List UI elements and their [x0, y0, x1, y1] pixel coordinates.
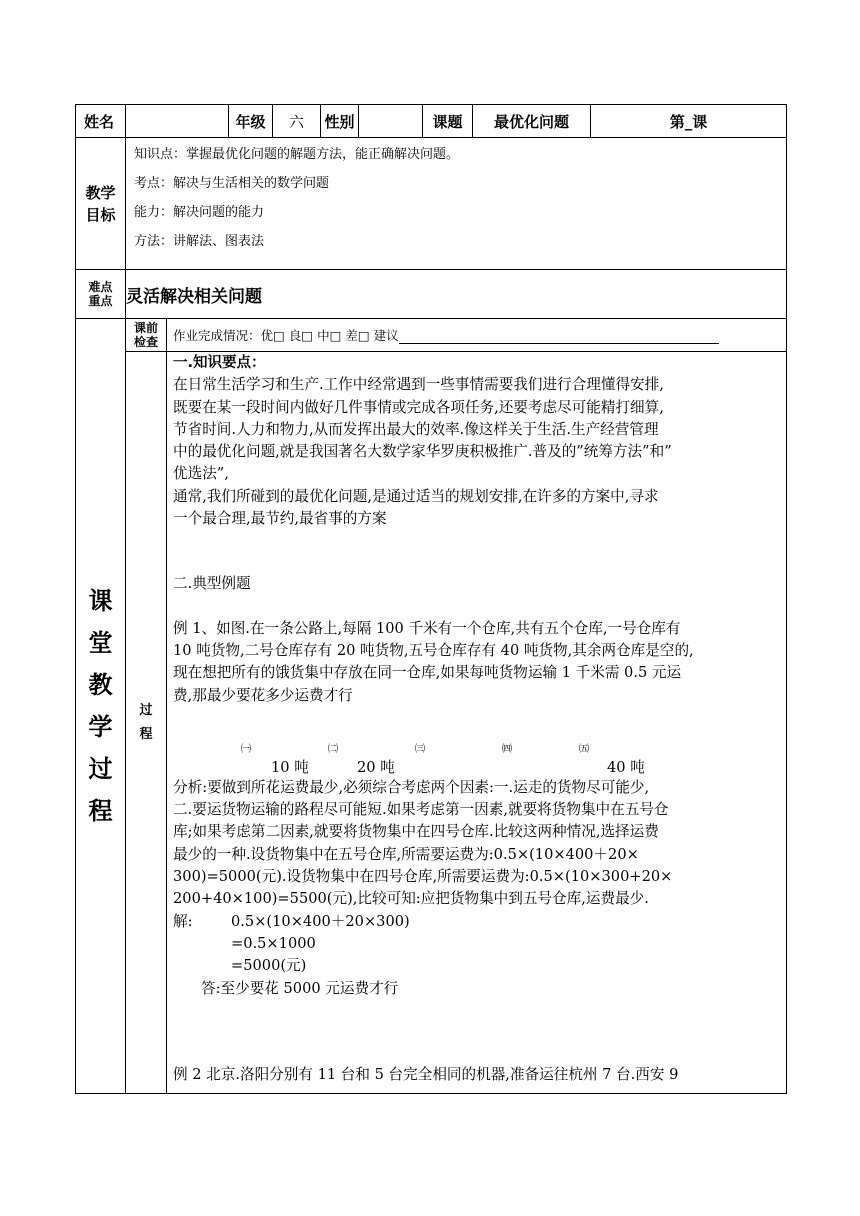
- knowledge-points-title: 一.知识要点：: [173, 355, 266, 371]
- gender-value: [359, 105, 423, 138]
- header-row: [76, 105, 787, 138]
- analysis-line: 二.要运货物运输的路程尽可能短.如果考虑第一因素,就要将货物集中在五号仓: [173, 801, 669, 819]
- goals-label-line2: 目标: [85, 205, 116, 224]
- precheck-label-line1: 课前: [133, 321, 158, 335]
- solution-step-2: =0.5×1000: [231, 934, 316, 952]
- kp-line: 中的最优化问题,就是我国著名大数学家华罗庚积极推广.普及的”统筹方法”和”: [173, 443, 672, 461]
- goal-method: 方法：讲解法、图表法: [134, 234, 265, 249]
- suggestion-blank-line: [399, 331, 719, 344]
- analysis-line: 库;如果考虑第二因素,就要将货物集中在四号仓库.比较这两种情况,选择运费: [173, 823, 659, 841]
- warehouse-3: ㈢: [415, 743, 425, 755]
- goals-label: [76, 138, 126, 270]
- warehouse-1: ㈠: [241, 743, 251, 755]
- process-char-6: 程: [88, 797, 113, 825]
- precheck-label-line2: 检查: [133, 335, 158, 349]
- process-char-1: 课: [88, 587, 113, 615]
- example1-line: 例 1、如图.在一条公路上,每隔 100 千米有一个仓库,共有五个仓库,一号仓库有: [173, 619, 681, 637]
- process-label-line2: 程: [139, 726, 153, 742]
- goal-knowledge: 知识点：掌握最优化问题的解题方法，能正确解决问题。: [134, 147, 460, 162]
- topic-value: 最优化问题: [473, 105, 591, 138]
- process-label-line1: 过: [139, 702, 153, 718]
- precheck-label: [126, 319, 167, 352]
- difficulty-row: [76, 270, 787, 319]
- process-label: [126, 352, 167, 1094]
- goals-label-line1: 教学: [85, 183, 116, 202]
- goal-exam-point: 考点：解决与生活相关的数学问题: [134, 176, 330, 191]
- example1-line: 费,那最少要花多少运费才行: [173, 686, 353, 704]
- grade-label: 年级: [229, 105, 273, 138]
- solution-step-3: =5000(元): [231, 957, 307, 975]
- process-char-5: 过: [88, 755, 113, 783]
- homework-text: 作业完成情况：优□ 良□ 中□ 差□ 建议: [173, 328, 399, 343]
- ton-warehouse-1: 10 吨: [271, 758, 309, 776]
- example1-line: 现在想把所有的饿货集中存放在同一仓库,如果每吨货物运输 1 千米需 0.5 元运: [173, 664, 682, 682]
- process-char-4: 学: [88, 713, 113, 741]
- analysis-line: 最少的一种.设货物集中在五号仓库,所需要运费为:0.5×(10×400＋20×: [173, 845, 639, 863]
- analysis-line: 200+40×100)=5500(元),比较可知:应把货物集中到五号仓库,运费最少.: [173, 890, 649, 908]
- ton-warehouse-2: 20 吨: [357, 758, 395, 776]
- goals-content: [126, 138, 787, 270]
- difficulty-label-line2: 重点: [88, 294, 113, 308]
- example2-line: 例 2 北京.洛阳分别有 11 台和 5 台完全相同的机器,准备运往杭州 7 台.西安 9: [173, 1065, 679, 1083]
- classroom-process-label: [76, 319, 126, 1094]
- warehouse-4: ㈣: [502, 743, 512, 755]
- gender-label: 性别: [321, 105, 359, 138]
- lesson-plan-page: [75, 104, 786, 1094]
- kp-line: 一个最合理,最节约,最省事的方案: [173, 510, 387, 528]
- warehouse-tons: [173, 755, 782, 777]
- kp-line: 既要在某一段时间内做好几件事情或完成各项任务,还要考虑尽可能精打细算,: [173, 398, 664, 416]
- difficulty-label-line1: 难点: [88, 280, 113, 294]
- warehouse-diagram: [173, 733, 782, 755]
- difficulty-content: 灵活解决相关问题: [126, 270, 787, 319]
- goals-row: [76, 138, 787, 270]
- precheck-row: [76, 319, 787, 352]
- solution-step-1: 0.5×(10×400＋20×300): [231, 912, 410, 930]
- warehouse-2: ㈡: [328, 743, 338, 755]
- examples-title: 二.典型例题: [173, 575, 251, 593]
- homework-check: [167, 319, 787, 352]
- solution-line: [173, 911, 782, 933]
- kp-line: 节省时间.人力和物力,从而发挥出最大的效率.像这样关于生活.生产经营管理: [173, 420, 659, 438]
- lesson-number: 第_课: [591, 105, 787, 138]
- answer-line: 答:至少要花 5000 元运费才行: [201, 979, 399, 997]
- kp-line: 通常,我们所碰到的最优化问题,是通过适当的规划安排,在许多的方案中,寻求: [173, 487, 659, 505]
- process-row: [76, 352, 787, 1094]
- grade-value: 六: [273, 105, 321, 138]
- warehouse-5: ㈤: [579, 743, 589, 755]
- name-label: 姓名: [76, 105, 126, 138]
- analysis-line: 分析:要做到所花运费最少,必须综合考虑两个因素:一.运走的货物尽可能少,: [173, 778, 650, 796]
- difficulty-label: [76, 270, 126, 319]
- lesson-plan-table: [75, 104, 787, 1094]
- goal-ability: 能力：解决问题的能力: [134, 205, 265, 220]
- process-content: [167, 352, 787, 1094]
- example1-line: 10 吨货物,二号仓库存有 20 吨货物,五号仓库存有 40 吨货物,其余两仓库是空的,: [173, 641, 694, 659]
- process-char-3: 教: [88, 671, 113, 699]
- process-char-2: 堂: [88, 629, 113, 657]
- kp-line: 在日常生活学习和生产.工作中经常遇到一些事情需要我们进行合理懂得安排,: [173, 376, 664, 394]
- analysis-line: 300)=5000(元).设货物集中在四号仓库,所需要运费为:0.5×(10×300+20×: [173, 868, 673, 886]
- topic-label: 课题: [423, 105, 473, 138]
- kp-line: 优选法”,: [173, 465, 229, 483]
- name-value: [126, 105, 229, 138]
- ton-warehouse-5: 40 吨: [607, 758, 645, 776]
- solution-label: 解:: [173, 912, 193, 930]
